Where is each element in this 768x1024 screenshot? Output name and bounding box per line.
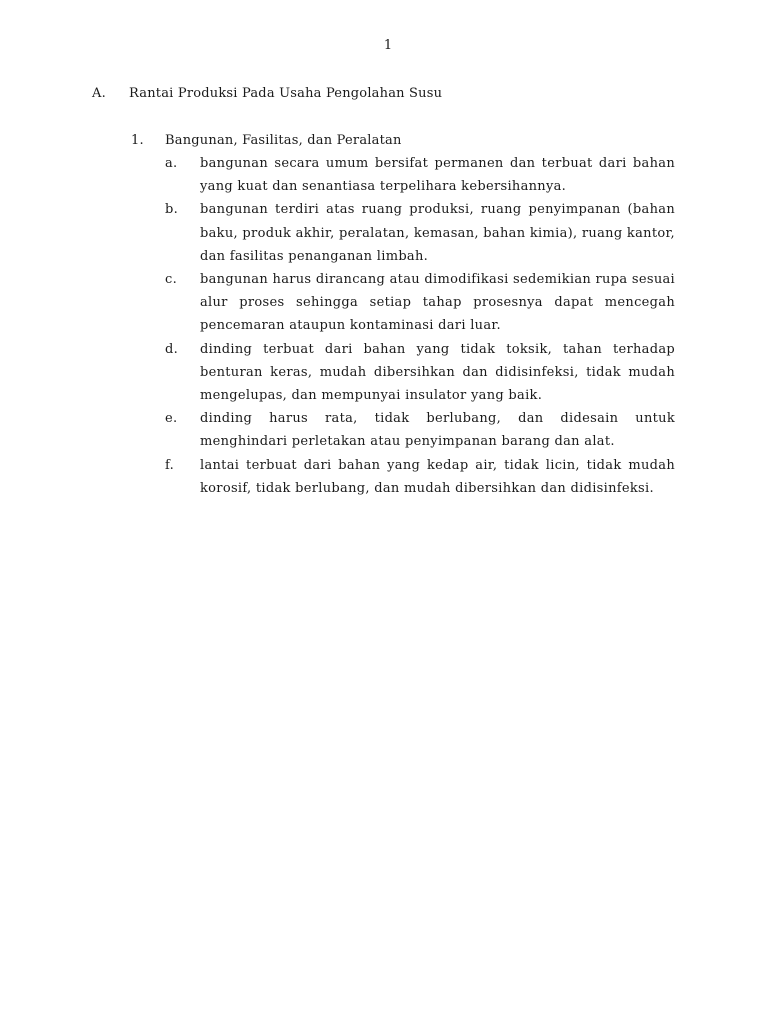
item-text: bangunan harus dirancang atau dimodifikasi sedemikian rupa sesuai alur proses sehingga setiap tahap prosesnya dapat mencegah pencemaran ataupun kontaminasi dari luar. [200, 272, 675, 334]
item-text: bangunan secara umum bersifat permanen dan terbuat dari bahan yang kuat dan senantiasa terpelihara kebersihannya. [200, 156, 675, 195]
list-item [165, 198, 675, 268]
page-number: 1 [383, 38, 393, 53]
item-letter: c. [165, 272, 178, 288]
item-letter: e. [165, 411, 178, 427]
section-title: Rantai Produksi Pada Usaha Pengolahan Susu [129, 86, 443, 101]
section-letter: A. [92, 86, 106, 101]
item-text: bangunan terdiri atas ruang produksi, ruang penyimpanan (bahan baku, produk akhir, peralatan, kemasan, bahan kimia), ruang kantor, dan fasilitas penanganan limbah. [200, 202, 675, 264]
item-list [165, 152, 675, 500]
item-letter: f. [165, 457, 175, 473]
item-text: dinding terbuat dari bahan yang tidak toksik, tahan terhadap benturan keras, mudah dibersihkan dan didisinfeksi, tidak mudah mengelupas, dan mempunyai insulator yang baik. [200, 341, 675, 404]
item-text: lantai terbuat dari bahan yang kedap air, tidak licin, tidak mudah korosif, tidak berlubang, dan mudah dibersihkan dan didisinfeksi. [200, 457, 675, 496]
item-letter: d. [165, 341, 179, 357]
list-item [165, 268, 675, 338]
list-item [165, 152, 675, 198]
subsection-number: 1. [131, 133, 144, 148]
subsection-title: Bangunan, Fasilitas, dan Peralatan [165, 133, 402, 148]
item-letter: b. [165, 202, 179, 218]
item-text: dinding harus rata, tidak berlubang, dan didesain untuk menghindari perletakan atau penyimpanan barang dan alat. [200, 411, 675, 450]
list-item [165, 407, 675, 453]
list-item [165, 338, 675, 408]
item-letter: a. [165, 156, 178, 171]
list-item [165, 454, 675, 500]
